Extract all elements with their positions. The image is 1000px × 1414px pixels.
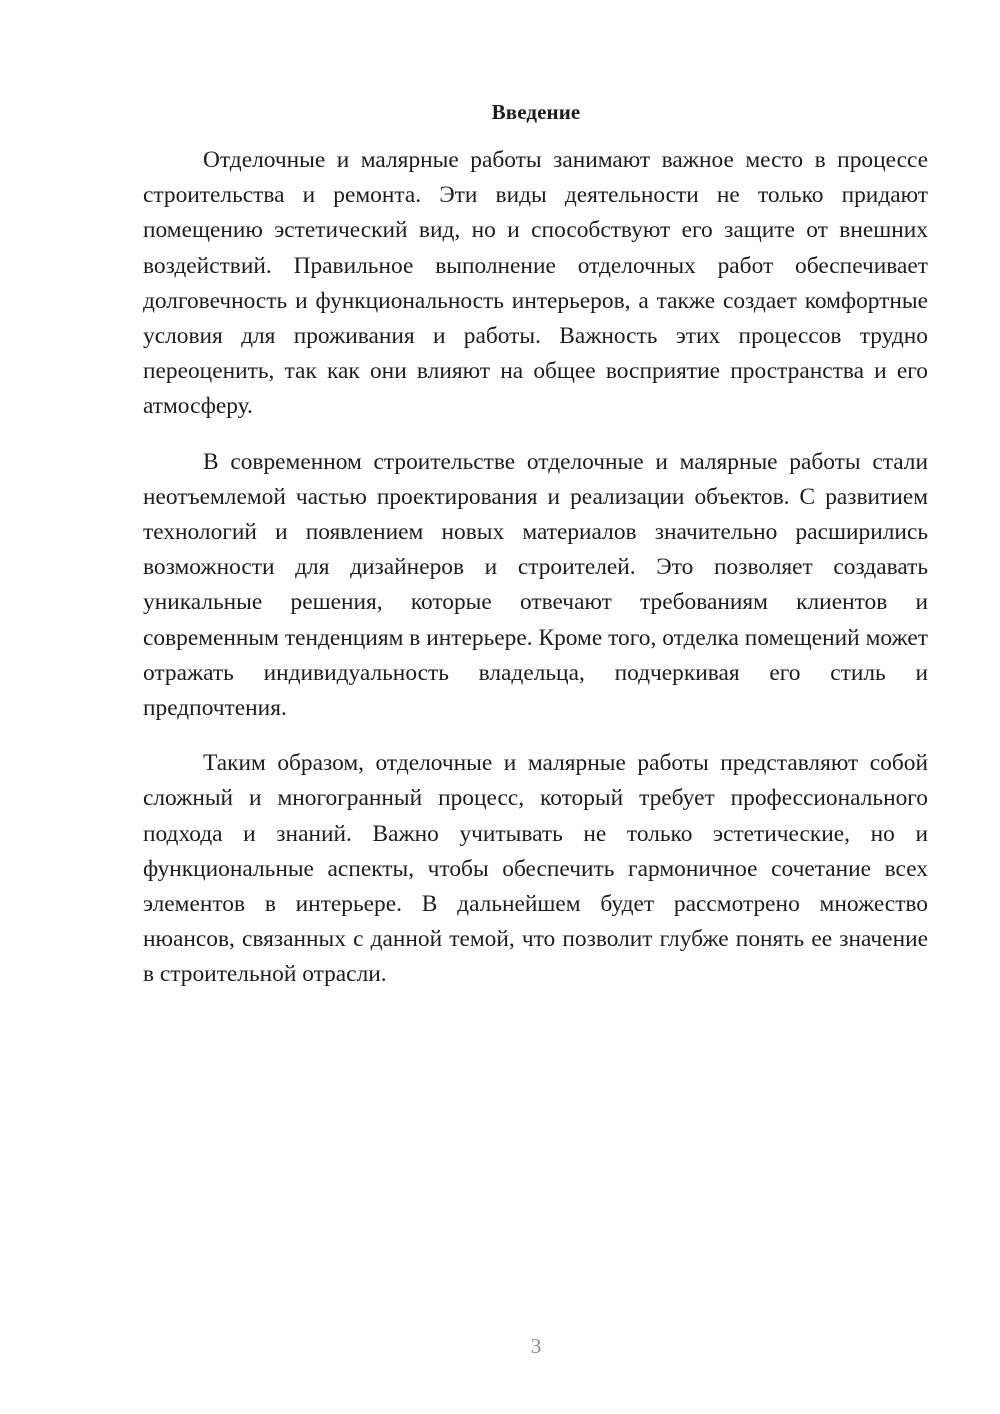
paragraph-1: Отделочные и малярные работы занимают важное место в процессе строительства и ремонта. Эти виды деятельности не только придают помещению эстетический вид, но и способствуют его защите от внешних воздействий. Правильное выполнение отделочных работ обеспечивает долговечность и функциональность интерьеров, а также создает комфортные условия для проживания и работы. Важность этих процессов трудно переоценить, так как они влияют на общее восприятие пространства и его атмосферу. [143,147,928,420]
paragraph-2: В современном строительстве отделочные и малярные работы стали неотъемлемой частью проектирования и реализации объектов. С развитием технологий и появлением новых материалов значительно расширились возможности для дизайнеров и строителей. Это позволяет создавать уникальные решения, которые отвечают требованиям клиентов и современным тенденциям в интерьере. Кроме того, отделка помещений может отражать индивидуальность владельца, подчеркивая его стиль и предпочтения. [143,448,928,722]
page-number: 3 [530,1334,542,1358]
body-text [143,143,928,993]
page-title: Введение [491,100,581,124]
paragraph-3: Таким образом, отделочные и малярные работы представляют собой сложный и многогранный процесс, который требует профессионального подхода и знаний. Важно учитывать не только эстетические, но и функциональные аспекты, чтобы обеспечить гармоничное сочетание всех элементов в интерьере. В дальнейшем будет рассмотрено множество нюансов, связанных с данной темой, что позволит глубже понять ее значение в строительной отрасли. [143,750,928,988]
